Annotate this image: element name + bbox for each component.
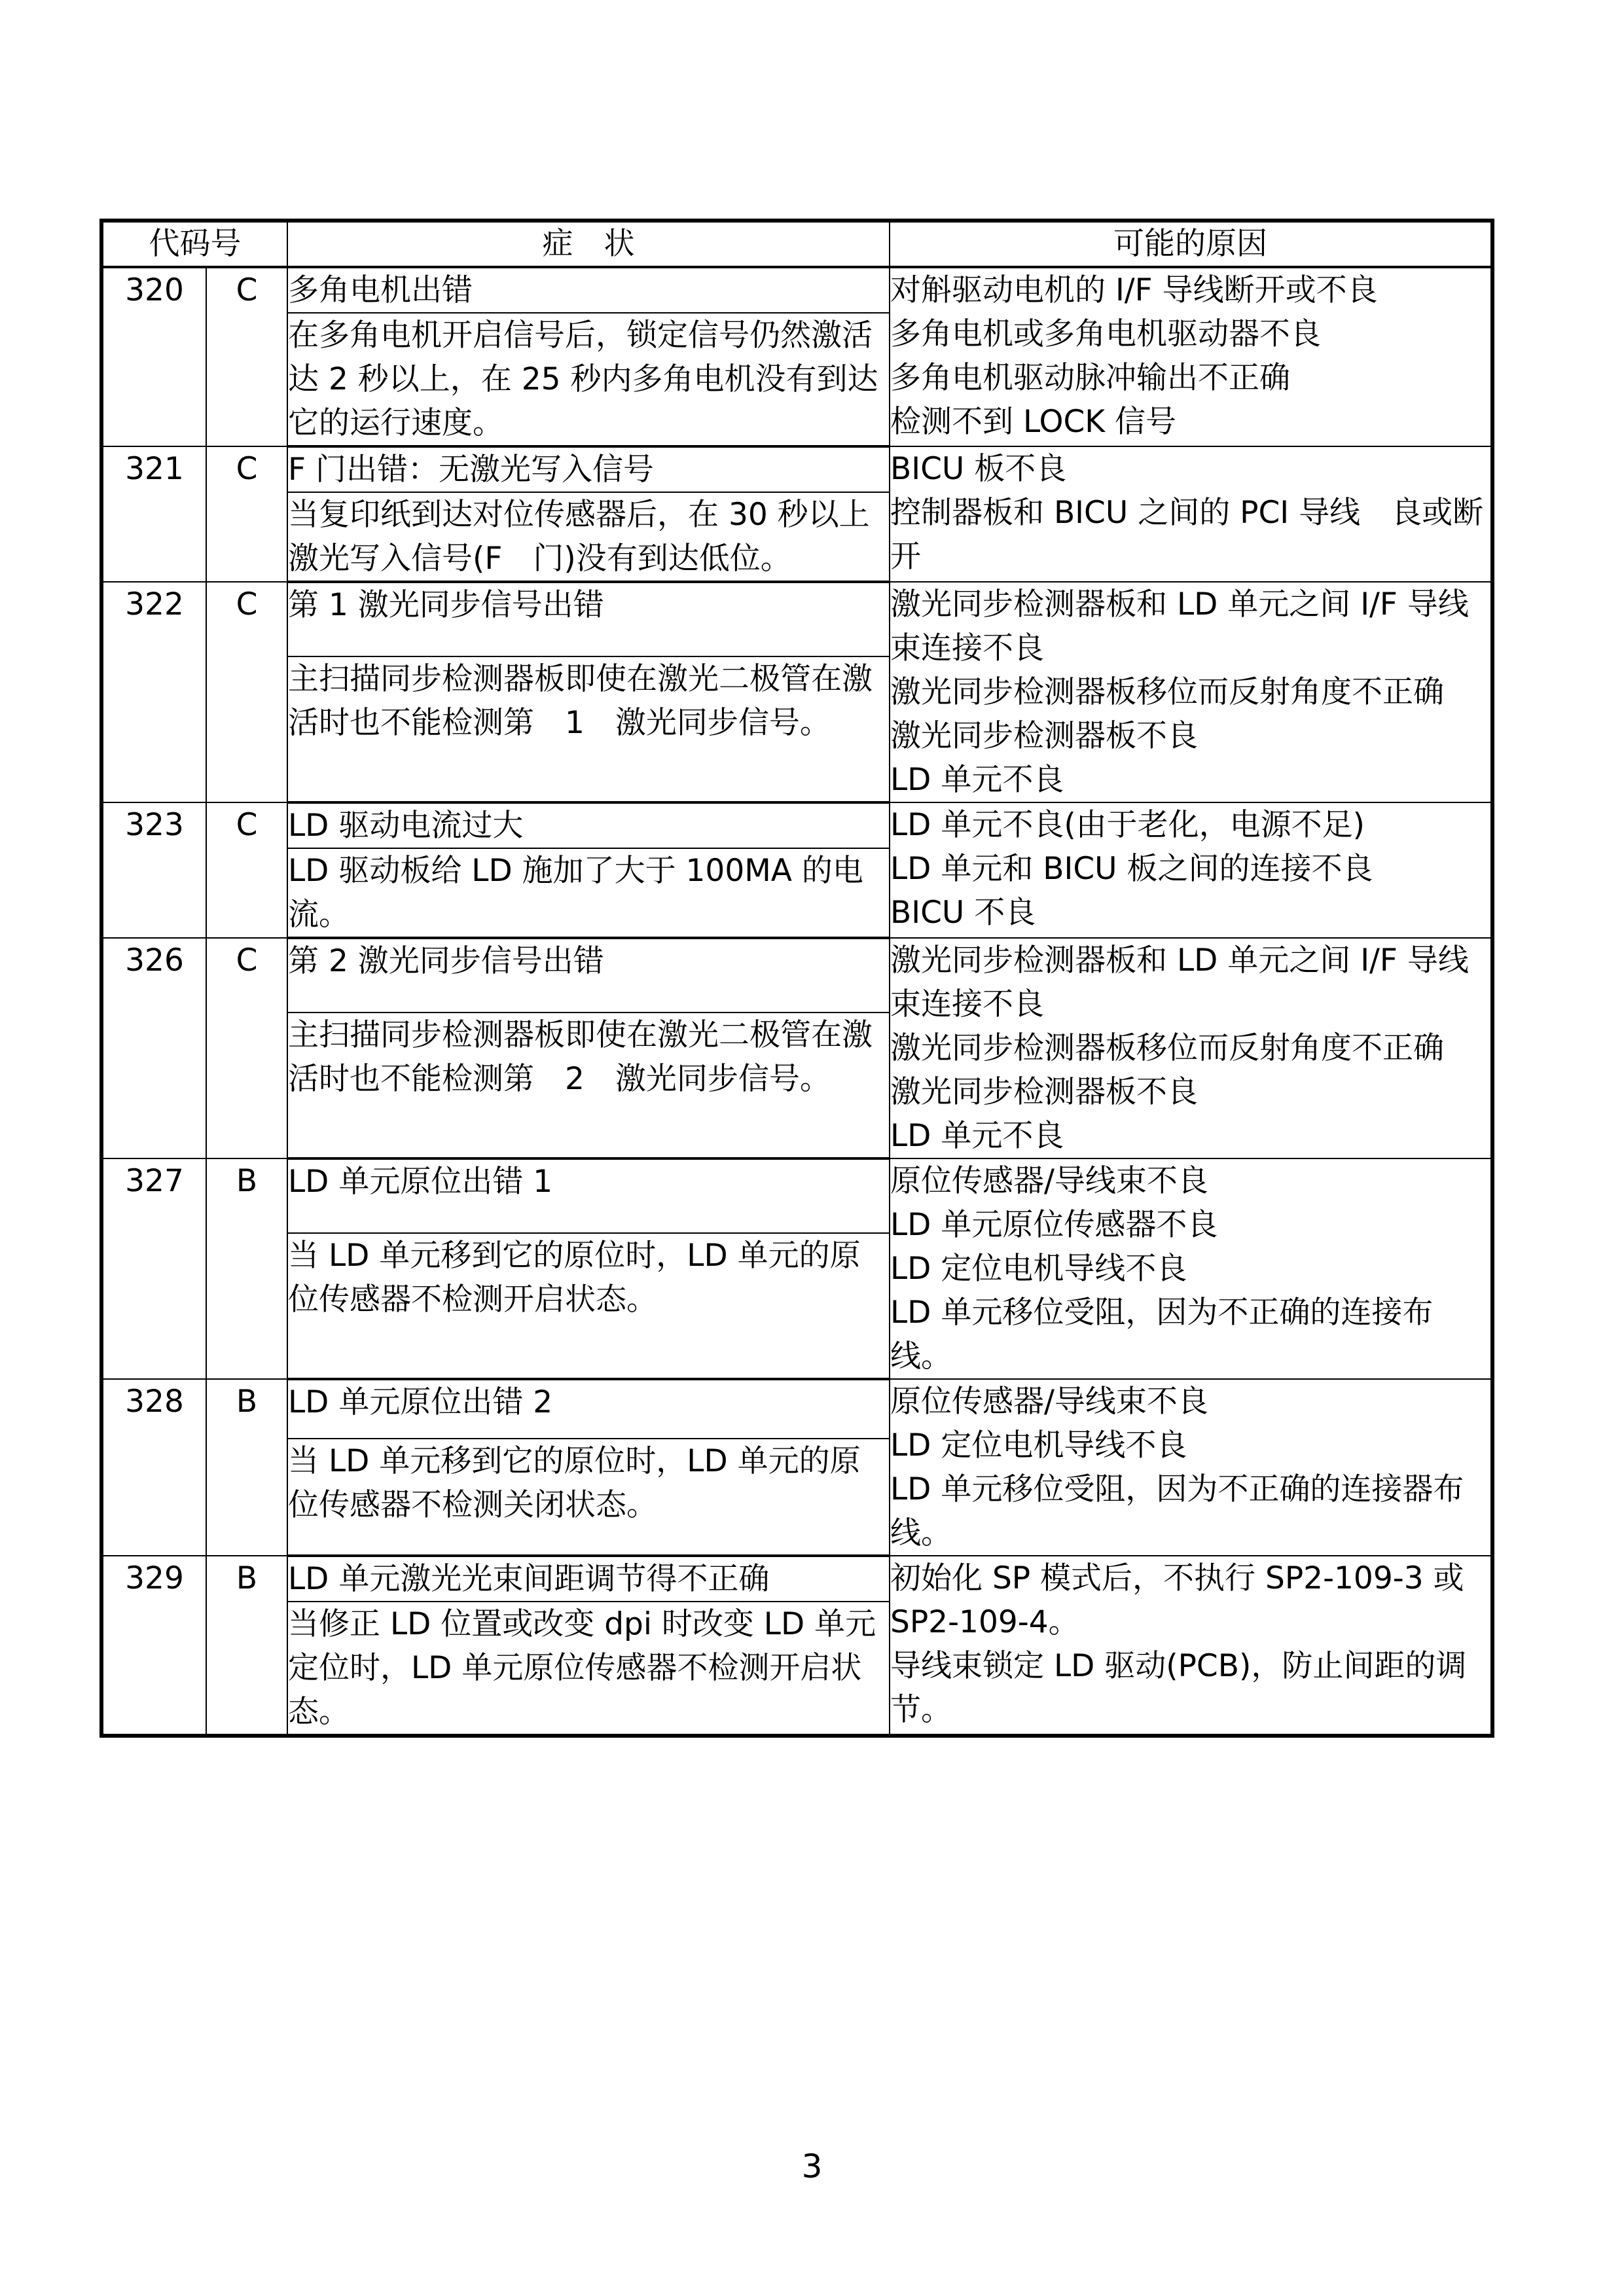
cause-item: 原位传感器/导线束不良 bbox=[890, 1163, 1208, 1199]
possible-causes bbox=[890, 446, 1492, 582]
possible-causes bbox=[890, 1556, 1492, 1736]
symptom-description: 当 LD 单元移到它的原位时，LD 单元的原位传感器不检测关闭状态。 bbox=[287, 1439, 890, 1556]
symptom-title: LD 驱动电流过大 bbox=[287, 802, 890, 848]
cause-item: BICU 不良 bbox=[890, 895, 1036, 931]
header-code: 代码号 bbox=[101, 221, 287, 267]
cause-item: 激光同步检测器板不良 bbox=[890, 1074, 1198, 1110]
possible-causes bbox=[890, 267, 1492, 446]
cause-item: LD 单元不良 bbox=[890, 762, 1064, 798]
error-class: B bbox=[206, 1556, 287, 1736]
error-class: B bbox=[206, 1379, 287, 1556]
error-code: 321 bbox=[101, 446, 206, 582]
cause-item: 多角电机驱动脉冲输出不正确 bbox=[890, 360, 1290, 396]
error-code: 326 bbox=[101, 938, 206, 1158]
error-code: 322 bbox=[101, 582, 206, 802]
cause-item: 对斛驱动电机的 I/F 导线断开或不良 bbox=[890, 272, 1378, 308]
table-row bbox=[101, 1556, 1492, 1602]
page-number: 3 bbox=[801, 2147, 823, 2185]
table-row bbox=[101, 802, 1492, 848]
symptom-title: LD 单元激光光束间距调节得不正确 bbox=[287, 1556, 890, 1602]
cause-item: LD 单元移位受阻，因为不正确的连接布线。 bbox=[890, 1295, 1434, 1374]
cause-item: 激光同步检测器板和 LD 单元之间 I/F 导线束连接不良 bbox=[890, 942, 1469, 1022]
cause-item: 导线束锁定 LD 驱动(PCB)，防止间距的调节。 bbox=[890, 1648, 1467, 1728]
possible-causes bbox=[890, 1379, 1492, 1556]
cause-item: 初始化 SP 模式后，不执行 SP2-109-3 或 SP2-109-4。 bbox=[890, 1560, 1464, 1640]
cause-item: LD 单元移位受阻，因为不正确的连接器布线。 bbox=[890, 1471, 1464, 1551]
symptom-description: 当修正 LD 位置或改变 dpi 时改变 LD 单元定位时，LD 单元原位传感器不检测开启状态。 bbox=[287, 1602, 890, 1736]
cause-item: 检测不到 LOCK 信号 bbox=[890, 404, 1177, 440]
symptom-description: 当复印纸到达对位传感器后，在 30 秒以上激光写入信号(F 门)没有到达低位。 bbox=[287, 492, 890, 582]
symptom-title: LD 单元原位出错 2 bbox=[287, 1379, 890, 1439]
error-class: C bbox=[206, 938, 287, 1158]
table-row bbox=[101, 1158, 1492, 1233]
table-row bbox=[101, 267, 1492, 313]
header-cause: 可能的原因 bbox=[890, 221, 1492, 267]
symptom-description: LD 驱动板给 LD 施加了大于 100MA 的电流。 bbox=[287, 848, 890, 938]
error-class: C bbox=[206, 582, 287, 802]
symptom-description: 当 LD 单元移到它的原位时，LD 单元的原位传感器不检测开启状态。 bbox=[287, 1233, 890, 1379]
table-row bbox=[101, 1379, 1492, 1439]
symptom-title: 第 1 激光同步信号出错 bbox=[287, 582, 890, 656]
cause-item: 激光同步检测器板移位而反射角度不正确 bbox=[890, 1030, 1444, 1066]
possible-causes bbox=[890, 802, 1492, 938]
error-code: 323 bbox=[101, 802, 206, 938]
table-body bbox=[101, 267, 1492, 1736]
error-class: C bbox=[206, 267, 287, 446]
symptom-description: 在多角电机开启信号后，锁定信号仍然激活达 2 秒以上，在 25 秒内多角电机没有到达它的运行速度。 bbox=[287, 313, 890, 446]
cause-item: LD 单元原位传感器不良 bbox=[890, 1207, 1218, 1243]
symptom-title: 多角电机出错 bbox=[287, 267, 890, 313]
possible-causes bbox=[890, 582, 1492, 802]
possible-causes bbox=[890, 1158, 1492, 1379]
symptom-title: 第 2 激光同步信号出错 bbox=[287, 938, 890, 1013]
error-code: 329 bbox=[101, 1556, 206, 1736]
symptom-description: 主扫描同步检测器板即使在激光二极管在激活时也不能检测第 2 激光同步信号。 bbox=[287, 1013, 890, 1158]
cause-item: 多角电机或多角电机驱动器不良 bbox=[890, 316, 1321, 352]
cause-item: LD 定位电机导线不良 bbox=[890, 1251, 1187, 1287]
symptom-description: 主扫描同步检测器板即使在激光二极管在激活时也不能检测第 1 激光同步信号。 bbox=[287, 656, 890, 802]
cause-item: 原位传感器/导线束不良 bbox=[890, 1384, 1208, 1420]
cause-item: 激光同步检测器板移位而反射角度不正确 bbox=[890, 674, 1444, 710]
cause-item: LD 定位电机导线不良 bbox=[890, 1427, 1187, 1463]
sc-code-table bbox=[99, 219, 1494, 1738]
cause-item: 控制器板和 BICU 之间的 PCI 导线 良或断开 bbox=[890, 495, 1484, 575]
possible-causes bbox=[890, 938, 1492, 1158]
cause-item: LD 单元不良 bbox=[890, 1118, 1064, 1154]
error-class: B bbox=[206, 1158, 287, 1379]
table-row bbox=[101, 582, 1492, 656]
error-code: 328 bbox=[101, 1379, 206, 1556]
cause-item: LD 单元不良(由于老化，电源不足) bbox=[890, 807, 1365, 843]
error-class: C bbox=[206, 802, 287, 938]
cause-item: 激光同步检测器板不良 bbox=[890, 718, 1198, 754]
error-code: 327 bbox=[101, 1158, 206, 1379]
symptom-title: LD 单元原位出错 1 bbox=[287, 1158, 890, 1233]
cause-item: LD 单元和 BICU 板之间的连接不良 bbox=[890, 851, 1373, 887]
table-row bbox=[101, 938, 1492, 1013]
cause-item: BICU 板不良 bbox=[890, 451, 1067, 487]
cause-item: 激光同步检测器板和 LD 单元之间 I/F 导线束连接不良 bbox=[890, 586, 1469, 666]
error-code: 320 bbox=[101, 267, 206, 446]
symptom-title: F 门出错：无激光写入信号 bbox=[287, 446, 890, 492]
table-row bbox=[101, 446, 1492, 492]
table-header-row bbox=[101, 221, 1492, 267]
header-symptom: 症 状 bbox=[287, 221, 890, 267]
error-class: C bbox=[206, 446, 287, 582]
